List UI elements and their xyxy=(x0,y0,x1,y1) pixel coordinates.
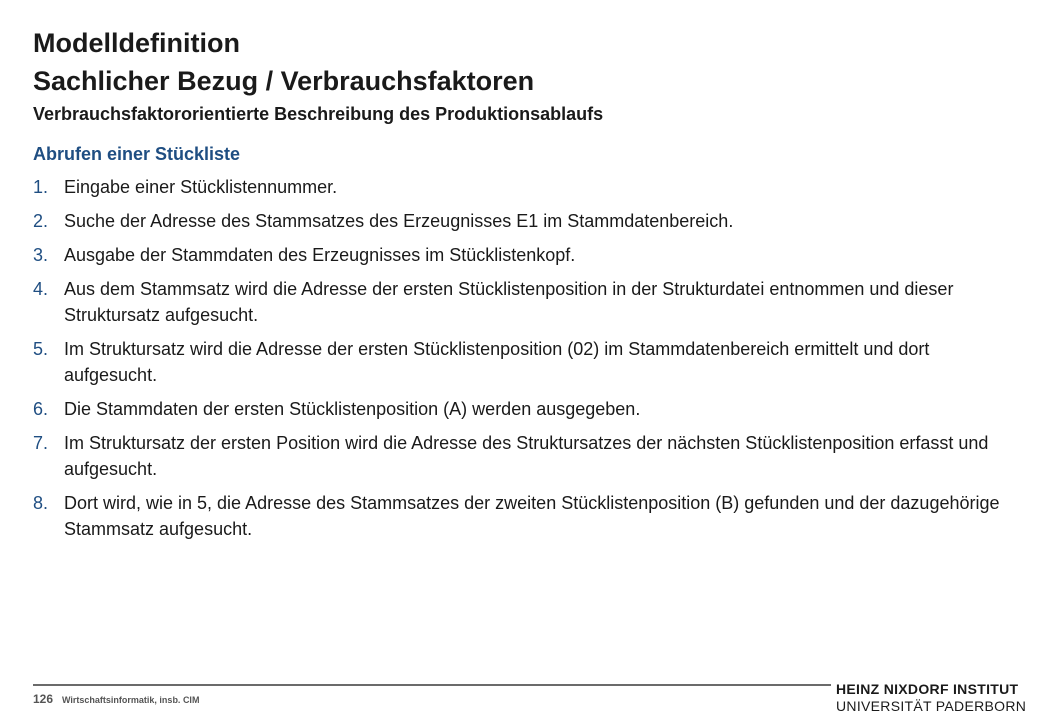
steps-list xyxy=(33,174,1013,550)
item-number: 7. xyxy=(33,433,49,453)
item-text: Ausgabe der Stammdaten des Erzeugnisses im Stücklistenkopf. xyxy=(64,245,576,265)
item-number: 4. xyxy=(33,279,49,299)
item-text: Im Struktursatz der ersten Position wird die Adresse des Struktursatzes der nächsten Stücklistenposition erfasst und aufgesucht. xyxy=(64,433,989,479)
page-subtitle: Sachlicher Bezug / Verbrauchsfaktoren xyxy=(33,66,535,96)
page-number: 126 xyxy=(33,692,54,706)
item-text: Aus dem Stammsatz wird die Adresse der ersten Stücklistenposition in der Strukturdatei entnommen und dieser Struktursatz aufgesucht. xyxy=(64,279,954,325)
item-text: Eingabe einer Stücklistennummer. xyxy=(64,177,338,197)
item-number: 8. xyxy=(33,493,49,513)
footer-text: Wirtschaftsinformatik, insb. CIM xyxy=(62,695,200,705)
list-item xyxy=(33,336,1013,388)
item-number: 6. xyxy=(33,399,49,419)
list-item xyxy=(33,490,1013,542)
page-subsubtitle: Verbrauchsfaktororientierte Beschreibung des Produktionsablaufs xyxy=(33,104,604,124)
item-text: Im Struktursatz wird die Adresse der ersten Stücklistenposition (02) im Stammdatenbereich ermittelt und dort aufgesucht. xyxy=(64,339,930,385)
logo-line-1: HEINZ NIXDORF INSTITUT xyxy=(836,681,1019,697)
institute-logo xyxy=(836,681,1027,715)
page-title: Modelldefinition xyxy=(33,28,240,58)
item-number: 2. xyxy=(33,211,49,231)
item-number: 1. xyxy=(33,177,49,197)
list-item xyxy=(33,396,1013,422)
list-item xyxy=(33,276,1013,328)
list-item xyxy=(33,242,1013,268)
item-text: Dort wird, wie in 5, die Adresse des Stammsatzes der zweiten Stücklistenposition (B) gefunden und der dazugehörige Stammsatz aufgesucht. xyxy=(64,493,1000,539)
list-item xyxy=(33,430,1013,482)
list-item xyxy=(33,174,1013,200)
item-number: 3. xyxy=(33,245,49,265)
item-number: 5. xyxy=(33,339,49,359)
footer-divider xyxy=(33,684,831,686)
item-text: Suche der Adresse des Stammsatzes des Erzeugnisses E1 im Stammdatenbereich. xyxy=(64,211,734,231)
logo-line-2: UNIVERSITÄT PADERBORN xyxy=(836,698,1027,714)
section-heading: Abrufen einer Stückliste xyxy=(33,144,241,164)
list-item xyxy=(33,208,1013,234)
item-text: Die Stammdaten der ersten Stücklistenposition (A) werden ausgegeben. xyxy=(64,399,641,419)
